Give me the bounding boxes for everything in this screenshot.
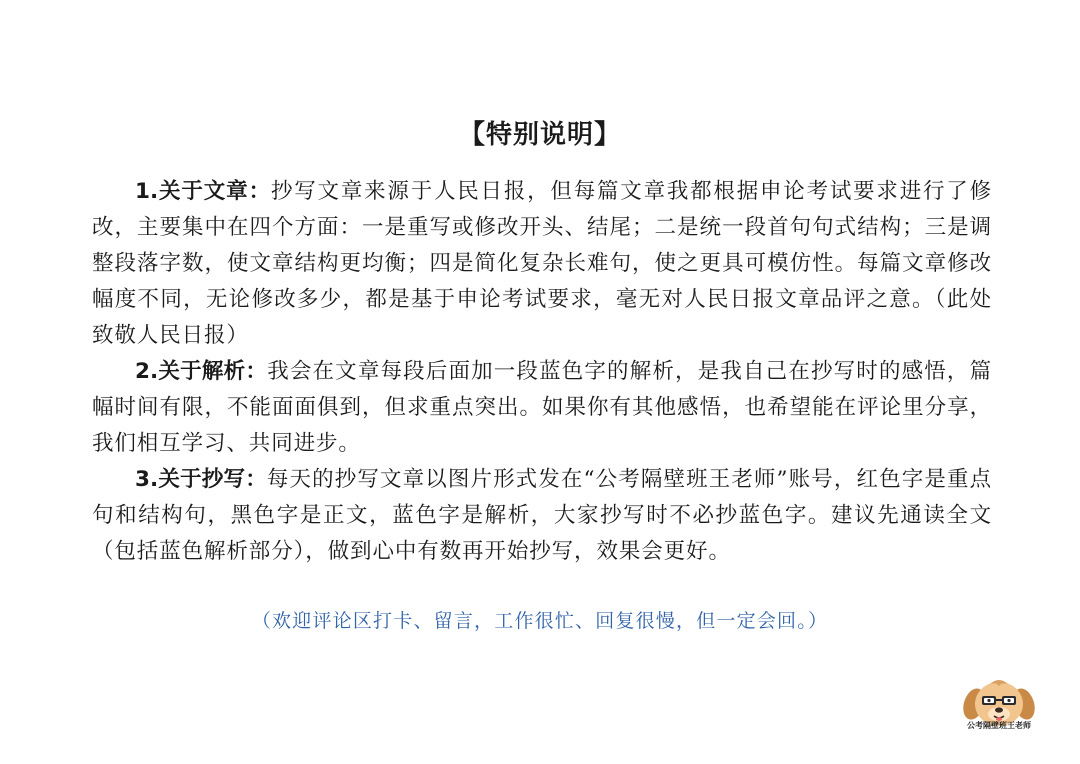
heading-separator: ： xyxy=(245,359,268,384)
paragraph-about-copying xyxy=(92,462,992,570)
paragraph-text: 抄写文章来源于人民日报，但每篇文章我都根据申论考试要求进行了修改，主要集中在四个方面：一是重写或修改开头、结尾；二是统一段首句句式结构；三是调整段落字数，使文章结构更均衡；四是简化复杂长难句，使之更具可模仿性。每篇文章修改幅度不同，无论修改多少，都是基于申论考试要求，毫无对人民日报文章品评之意。（此处致敬人民日报） xyxy=(92,179,992,348)
comment-note: （欢迎评论区打卡、留言，工作很忙、回复很慢，但一定会回。） xyxy=(251,610,829,632)
paragraph-heading: 1.关于文章 xyxy=(135,179,249,204)
paragraph-heading: 2.关于解析 xyxy=(135,359,246,384)
paragraph-text: 我会在文章每段后面加一段蓝色字的解析，是我自己在抄写时的感悟，篇幅时间有限，不能面面俱到，但求重点突出。如果你有其他感悟，也希望能在评论里分享，我们相互学习、共同进步。 xyxy=(92,359,992,456)
paragraph-heading: 3.关于抄写 xyxy=(135,467,246,492)
logo-caption: 公考隔壁班王老师 xyxy=(967,721,1031,730)
paragraph-about-analysis xyxy=(92,354,992,462)
cartoon-dog-with-glasses-icon xyxy=(952,664,1046,744)
heading-separator: ： xyxy=(245,467,267,492)
page-title: 【特别说明】 xyxy=(458,120,621,150)
paragraph-about-articles xyxy=(92,174,992,354)
heading-separator: ： xyxy=(248,179,271,204)
paragraph-text: 每天的抄写文章以图片形式发在“公考隔壁班王老师”账号，红色字是重点句和结构句，黑色字是正文，蓝色字是解析，大家抄写时不必抄蓝色字。建议先通读全文（包括蓝色解析部分），做到心中有数再开始抄写，效果会更好。 xyxy=(92,467,992,564)
notes-body xyxy=(92,174,992,570)
